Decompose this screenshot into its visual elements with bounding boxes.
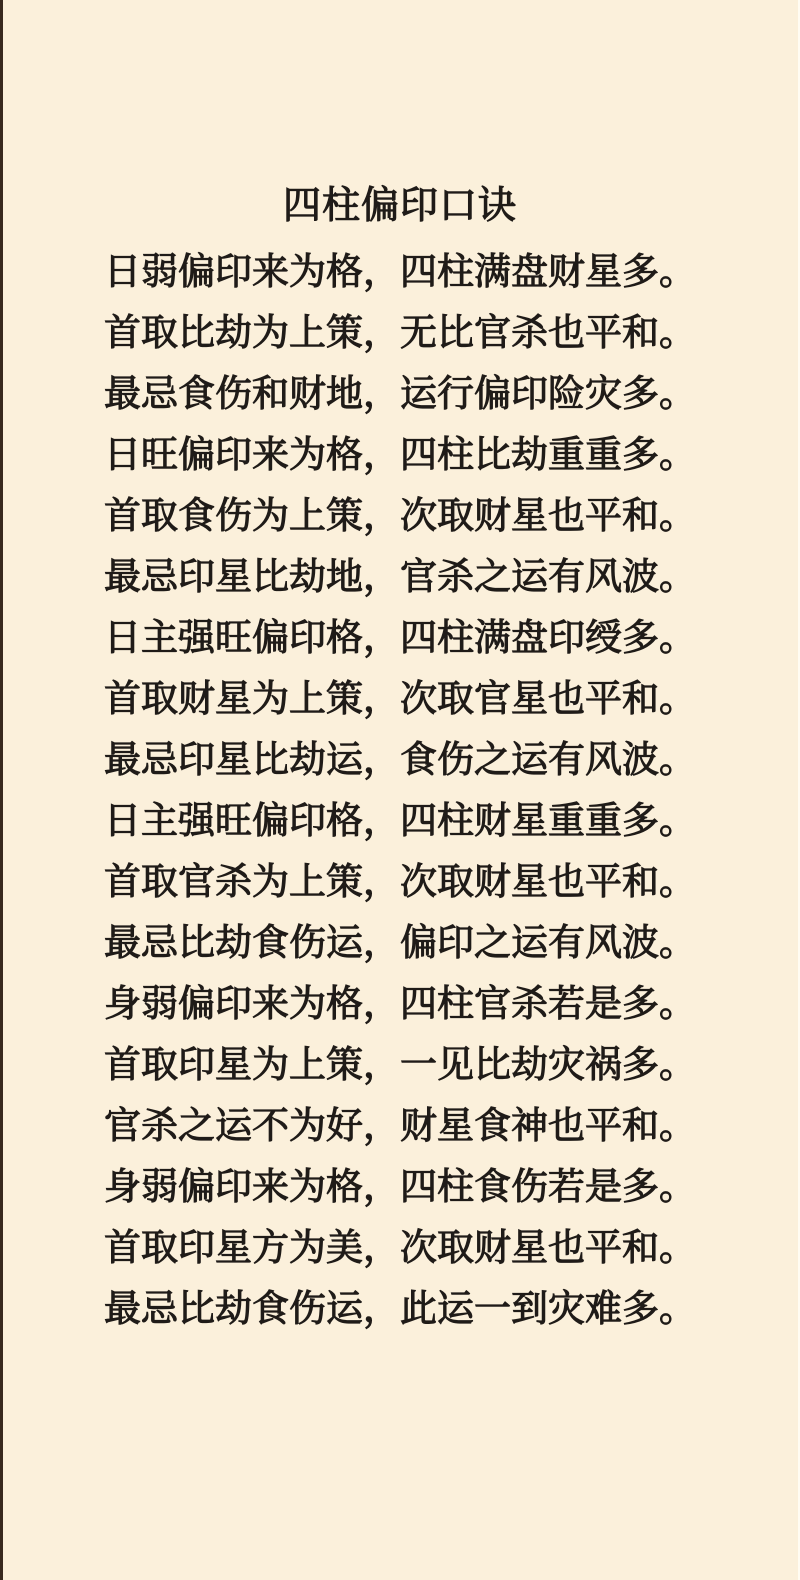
verse-line-17: 首取印星方为美，次取财星也平和。 xyxy=(104,1227,696,1268)
verse-body xyxy=(0,241,800,1339)
verse-line-11: 首取官杀为上策，次取财星也平和。 xyxy=(104,861,696,902)
verse-line-5: 首取食伤为上策，次取财星也平和。 xyxy=(104,495,696,536)
page-title: 四柱偏印口诀 xyxy=(282,185,517,227)
verse-line-9: 最忌印星比劫运，食伤之运有风波。 xyxy=(104,739,696,780)
left-edge-artifact xyxy=(0,0,3,1580)
verse-line-13: 身弱偏印来为格，四柱官杀若是多。 xyxy=(104,983,696,1024)
verse-line-15: 官杀之运不为好，财星食神也平和。 xyxy=(104,1105,696,1146)
verse-line-14: 首取印星为上策，一见比劫灾祸多。 xyxy=(104,1044,696,1085)
verse-line-16: 身弱偏印来为格，四柱食伤若是多。 xyxy=(104,1166,696,1207)
verse-line-10: 日主强旺偏印格，四柱财星重重多。 xyxy=(104,800,696,841)
verse-line-2: 首取比劫为上策，无比官杀也平和。 xyxy=(104,312,696,353)
verse-line-1: 日弱偏印来为格，四柱满盘财星多。 xyxy=(104,251,696,292)
verse-line-3: 最忌食伤和财地，运行偏印险灾多。 xyxy=(104,373,696,414)
verse-line-7: 日主强旺偏印格，四柱满盘印绶多。 xyxy=(104,617,696,658)
verse-line-4: 日旺偏印来为格，四柱比劫重重多。 xyxy=(104,434,696,475)
verse-line-8: 首取财星为上策，次取官星也平和。 xyxy=(104,678,696,719)
verse-line-12: 最忌比劫食伤运，偏印之运有风波。 xyxy=(104,922,696,963)
verse-line-18: 最忌比劫食伤运，此运一到灾难多。 xyxy=(104,1288,696,1329)
verse-line-6: 最忌印星比劫地，官杀之运有风波。 xyxy=(104,556,696,597)
